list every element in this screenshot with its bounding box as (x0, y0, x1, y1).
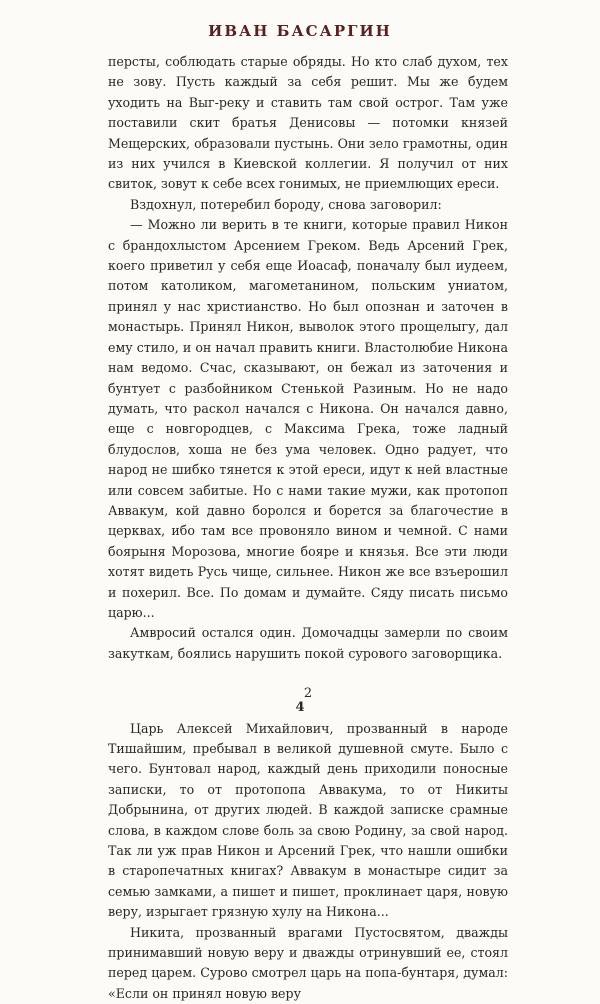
paragraph: Вздохнул, потеребил бороду, снова заговорил: (130, 196, 442, 212)
body-text (108, 52, 508, 1004)
paragraph: — Можно ли верить в те книги, которые правил Никон с брандохлыстом Арсением Греком. Ведь Арсений Грек, коего приветил у себя еще Иоасаф, поначалу был иудеем, потом католиком, магометанином, польским униатом, принял у нас христианство. Но был опознан и заточен в монастырь. Принял Никон, выволок этого прощелыгу, дал ему стило, и он начал править книги. Властолюбие Никона нам ведомо. Счас, сказывают, он бежал из заточения и бунтует с разбойником Стенькой Разиным. Но не надо думать, что раскол начался с Никона. Он начался давно, еще с новгородцев, с Максима Грека, тоже ладный блудослов, хоша не без ума человек. Одно радует, что народ не шибко тянется к этой ереси, идут к ней властные или совсем забитые. Но с нами такие мужи, как протопоп Аввакум, кой давно боролся и борется за благочестие в церквах, ибо там все провоняло вином и чемной. С нами боярыня Морозова, многие бояре и князья. Все эти люди хотят видеть Русь чище, сильнее. Никон же все взъерошил и похерил. Все. По домам и думайте. Сяду писать письмо царю... (108, 217, 508, 620)
paragraph: персты, соблюдать старые обряды. Но кто слаб духом, тех не зову. Пусть каждый за себя решит. Мы же будем уходить на Выг-реку и ставить там свой острог. Там уже поставили скит братья Денисовы — потомки князей Мещерских, образовали пустынь. Они зело грамотны, один из них учился в Киевской коллегии. Я получил от них свиток, зовут к себе всех гонимых, не приемлющих ереси. (108, 54, 508, 192)
paragraph: Никита, прозванный врагами Пустосвятом, дважды принимавший новую веру и дважды отринувший ее, стоял перед царем. Сурово смотрел царь на попа-бунтаря, думал: «Если он принял новую веру (108, 924, 508, 1001)
page-number: 4 (295, 700, 305, 715)
paragraph: Царь Алексей Михайлович, прозванный в народе Тишайшим, пребывал в великой душевной смуте. Было с чего. Бунтовал народ, каждый день приходили поносные записки, то от протопопа Аввакума, то от Никиты Добрынина, от других людей. В каждой записке срамные слова, в каждом слове боль за свою Родину, за свой народ. Так ли уж прав Никон и Арсений Грек, что нашли ошибки в старопечатных книгах? Аввакум в монастыре сидит за семью замками, а пишет и пишет, проклинает царя, новую веру, изрыгает грязную хулу на Никона... (108, 720, 508, 920)
running-title: ИВАН БАСАРГИН (208, 22, 392, 40)
section-number: 2 (303, 686, 313, 702)
paragraph: Амвросий остался один. Домочадцы замерли по своим закуткам, боялись нарушить покой сурового заговорщика. (108, 625, 508, 661)
